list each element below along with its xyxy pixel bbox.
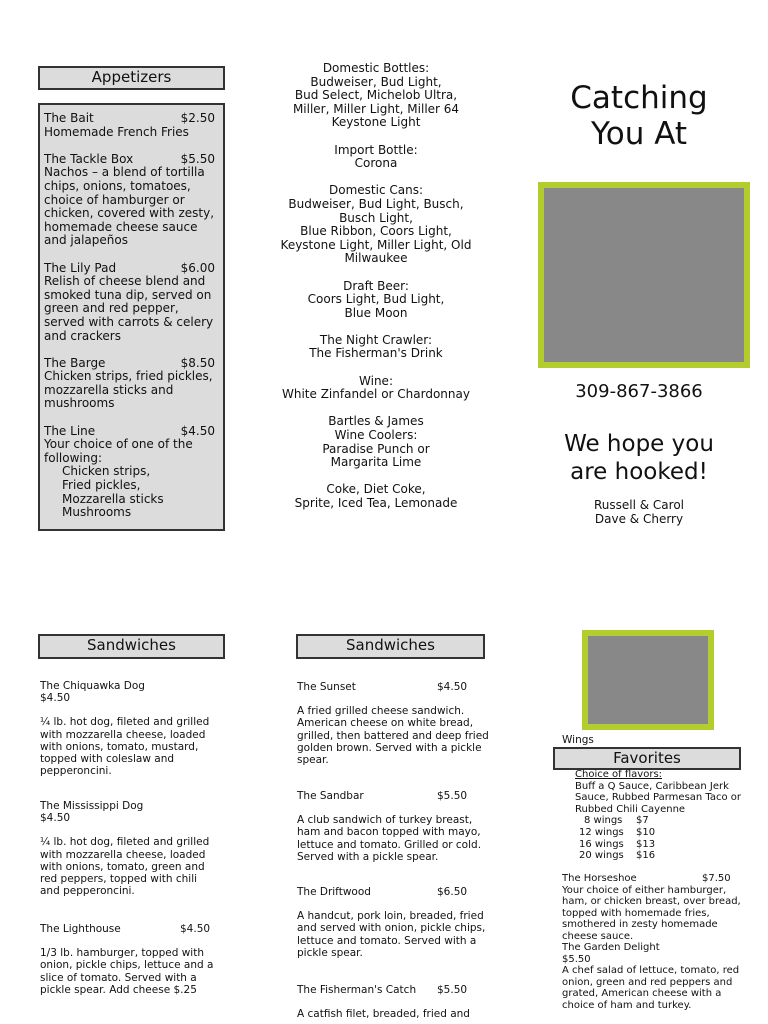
line-option: Mushrooms (62, 505, 132, 520)
appetizer-name: The Barge (44, 355, 106, 370)
drink-group-title: Draft Beer: (343, 278, 409, 293)
phone-number: 309-867-3866 (575, 381, 703, 402)
favorites-heading: Favorites (553, 747, 741, 770)
sandwich-name: The Lighthouse (40, 923, 121, 935)
drink-group-body: Budweiser, Bud Light, Busch, Busch Light, Blue Ribbon, Coors Light, Keystone Light, Miller Light, Old Milwaukee (280, 196, 472, 266)
appetizer-price: $5.50 (180, 151, 215, 166)
drink-group-body: Budweiser, Bud Light, Bud Select, Michelob Ultra, Miller, Miller Light, Miller 64 Keystone Light (292, 74, 460, 130)
drink-group (262, 280, 490, 321)
appetizer-desc: Chicken strips, fried pickles, mozzarella sticks and mushrooms (44, 369, 213, 411)
sandwiches-heading: Sandwiches (296, 634, 485, 659)
appetizer-desc: Your choice of one of the following: (44, 437, 193, 465)
sandwich-name: The Sunset (297, 681, 356, 693)
sandwich-item (40, 680, 220, 777)
cover-photo (538, 182, 750, 368)
drink-group (262, 375, 490, 402)
appetizer-name: The Tackle Box (44, 151, 134, 166)
appetizer-item (44, 262, 217, 344)
line-option: Fried pickles, (62, 478, 141, 493)
favorite-item (562, 873, 746, 943)
sandwich-price: $4.50 (180, 923, 211, 935)
appetizer-name: The Line (44, 423, 96, 438)
appetizer-item (44, 153, 217, 248)
sandwich-name: The Chiquawka Dog (40, 680, 145, 692)
wing-price-row: 16 wings $13 (579, 838, 656, 850)
sandwich-desc: A catfish filet, breaded, fried and (297, 1008, 470, 1021)
sandwich-desc: ¼ lb. hot dog, fileted and grilled with mozzarella cheese, loaded with onions, tomato, mustard, topped with coleslaw and pepperoncini. (40, 716, 210, 778)
drink-group-title: Coke, Diet Coke, (326, 482, 426, 497)
appetizer-name: The Lily Pad (44, 260, 117, 275)
wings-photo (582, 630, 714, 730)
wing-price-row: 8 wings $7 (584, 815, 649, 827)
appetizers-box (38, 103, 225, 531)
drink-group-title: Import Bottle: (334, 142, 418, 157)
favorite-name: The Garden Delight (562, 942, 660, 953)
sandwich-name: The Driftwood (297, 886, 371, 898)
appetizer-desc: Homemade French Fries (44, 124, 189, 139)
sandwich-item (297, 984, 495, 1020)
drink-group (262, 415, 490, 469)
line-option: Chicken strips, (62, 464, 151, 479)
sandwiches-heading: Sandwiches (38, 634, 225, 659)
sandwich-item (297, 681, 495, 766)
sandwich-desc: ¼ lb. hot dog, fileted and grilled with mozzarella cheese, loaded with onions, tomato, green and red peppers, topped with chili and pepperoncini. (40, 836, 210, 898)
appetizer-price: $4.50 (180, 423, 215, 438)
drink-group-title: Domestic Bottles: (322, 61, 430, 75)
sandwich-item (297, 886, 495, 959)
sandwich-name: The Fisherman's Catch (297, 984, 417, 996)
favorite-name: The Horseshoe (562, 873, 637, 884)
tagline: We hope you are hooked! (564, 431, 714, 485)
drink-group (262, 184, 490, 266)
appetizer-desc: Nachos – a blend of tortilla chips, onions, tomatoes, choice of hamburger or chicken, covered with zesty, homemade cheese sauce and jalapeños (44, 165, 215, 248)
sandwich-desc: A club sandwich of turkey breast, ham and bacon topped with mayo, lettuce and tomato. Grilled or cold. Served with a pickle spear. (297, 814, 482, 863)
favorite-price: $7.50 (702, 873, 731, 884)
sandwich-item (40, 800, 220, 897)
sandwich-price: $4.50 (437, 681, 468, 693)
drink-group-body: Coors Light, Bud Light, Blue Moon (307, 292, 445, 320)
sandwich-price: $5.50 (437, 790, 468, 802)
owners: Russell & Carol Dave & Cherry (593, 498, 685, 526)
favorite-desc: Your choice of either hamburger, ham, or chicken breast, over bread, topped with homemade fries, smothered in zesty homemade cheese sauce. (562, 884, 741, 942)
wing-price-list (575, 815, 745, 861)
sandwich-name: The Mississippi Dog (40, 800, 144, 812)
drink-group (262, 483, 490, 510)
line-option: Mozzarella sticks (62, 491, 164, 506)
favorite-item (562, 942, 746, 1012)
drink-group (262, 334, 490, 361)
favorite-price: $5.50 (562, 953, 591, 965)
drink-group-body: The Fisherman's Drink (309, 346, 443, 361)
drinks-list (262, 62, 490, 524)
appetizer-price: $2.50 (180, 111, 215, 125)
appetizer-name: The Bait (44, 111, 94, 125)
wing-price-row: 12 wings $10 (579, 826, 656, 838)
sandwich-price: $4.50 (40, 812, 71, 825)
drink-group-body: Corona (354, 156, 398, 171)
drink-group-body: Wine Coolers: Paradise Punch or Margarita Lime (322, 428, 430, 470)
drink-group-body: Sprite, Iced Tea, Lemonade (294, 496, 458, 510)
drink-group-title: Domestic Cans: (329, 183, 423, 198)
appetizer-price: $6.00 (180, 260, 215, 275)
sandwich-name: The Sandbar (297, 790, 364, 802)
flavors-heading: Choice of flavors: (575, 769, 663, 780)
appetizer-item (44, 112, 217, 139)
sandwich-price: $5.50 (437, 984, 468, 996)
wings-label: Wings (562, 734, 594, 746)
drink-group (262, 62, 490, 130)
drink-group-title: Wine: (359, 373, 393, 388)
wing-price-row: 20 wings $16 (579, 850, 656, 862)
sandwich-price: $4.50 (40, 692, 71, 705)
appetizer-item (44, 357, 217, 411)
appetizer-item (44, 425, 217, 520)
appetizer-desc: Relish of cheese blend and smoked tuna dip, served on green and red pepper, served with carrots & celery and crackers (44, 274, 214, 343)
drink-group-body: White Zinfandel or Chardonnay (282, 387, 470, 402)
sandwich-desc: 1/3 lb. hamburger, topped with onion, pickle chips, lettuce and a slice of tomato. Served with a pickle spear. Add cheese $.25 (40, 947, 214, 996)
sandwich-item (40, 923, 220, 996)
favorite-desc: A chef salad of lettuce, tomato, red onion, green and red peppers and grated, American cheese with a choice of ham and turkey. (562, 965, 740, 1011)
flavors-list: Buff a Q Sauce, Caribbean Jerk Sauce, Rubbed Parmesan Taco or Rubbed Chili Cayenne (575, 780, 742, 815)
wing-flavors (575, 769, 745, 862)
appetizer-price: $8.50 (180, 355, 215, 370)
drink-group (262, 144, 490, 171)
sandwich-price: $6.50 (437, 886, 468, 898)
sandwich-desc: A fried grilled cheese sandwich. American cheese on white bread, grilled, then battered and deep fried golden brown. Served with a pickle spear. (297, 705, 489, 766)
drink-group-title: The Night Crawler: (319, 332, 433, 347)
sandwich-item (297, 790, 495, 863)
drink-group-title: Bartles & James (328, 414, 424, 429)
cover-title: Catching You At (570, 80, 708, 152)
sandwich-desc: A handcut, pork loin, breaded, fried and served with onion, pickle chips, lettuce and tomato. Served with a pickle spear. (297, 910, 486, 959)
appetizers-heading: Appetizers (38, 66, 225, 90)
